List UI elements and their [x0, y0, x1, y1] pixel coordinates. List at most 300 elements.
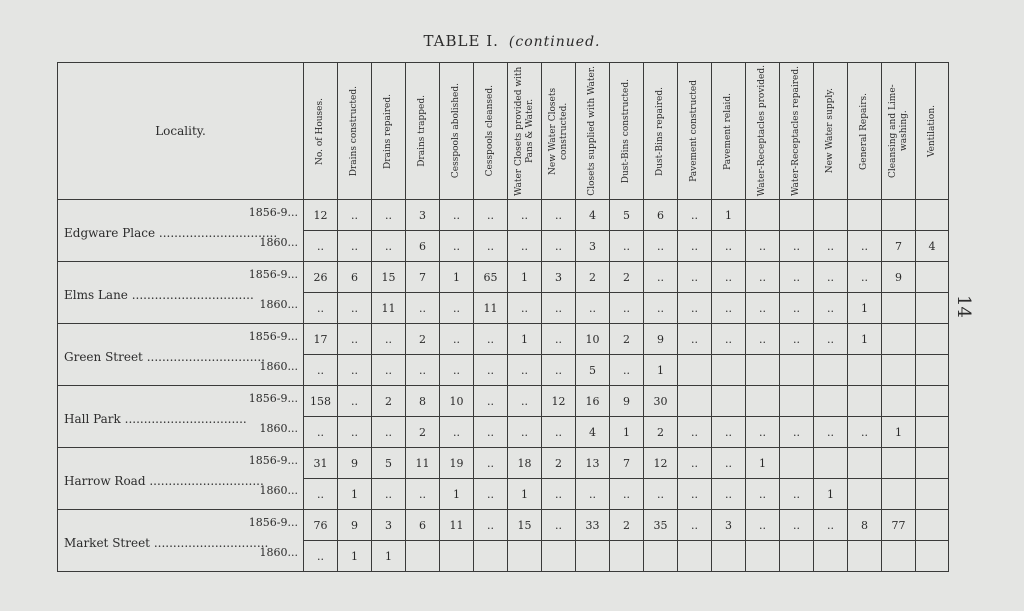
column-header-label: Cesspools cleansed.	[485, 85, 495, 177]
value-cell: ..	[440, 417, 474, 448]
value-cell	[916, 293, 949, 324]
value-cell	[780, 541, 814, 572]
value-cell	[814, 448, 848, 479]
value-cell: 6	[644, 200, 678, 231]
column-header-label: No. of Houses.	[315, 97, 325, 165]
value-cell: 2	[406, 324, 440, 355]
value-cell: ..	[746, 324, 780, 355]
value-cell: 158	[304, 386, 338, 417]
column-header	[644, 63, 678, 200]
period-label: 1860...	[259, 360, 298, 373]
value-cell: ..	[678, 262, 712, 293]
value-cell	[916, 479, 949, 510]
value-cell: 2	[576, 262, 610, 293]
value-cell: 4	[916, 231, 949, 262]
value-cell: ..	[610, 293, 644, 324]
value-cell: ..	[304, 417, 338, 448]
value-cell: ..	[712, 262, 746, 293]
value-cell: 1	[746, 448, 780, 479]
value-cell: ..	[746, 231, 780, 262]
value-cell: ..	[848, 231, 882, 262]
leader-dots: ...............................	[146, 350, 265, 364]
locality-cell	[58, 448, 304, 510]
table-row	[58, 200, 949, 231]
value-cell: 2	[610, 324, 644, 355]
value-cell: ..	[372, 417, 406, 448]
table-row	[58, 262, 949, 293]
column-header-label: Dust-Bins repaired.	[655, 86, 665, 176]
value-cell: ..	[338, 386, 372, 417]
locality-label: Elms Lane	[64, 288, 128, 302]
page-number: 14	[952, 295, 974, 318]
column-header-label: Cleansing and Lime-washing.	[887, 84, 909, 178]
column-header-label: Water Closets provided with Pans & Water.	[513, 66, 535, 196]
value-cell: ..	[474, 355, 508, 386]
period-label: 1860...	[259, 546, 298, 559]
locality-cell	[58, 262, 304, 324]
locality-name	[64, 536, 268, 550]
value-cell	[474, 541, 508, 572]
title-text: TABLE I.	[423, 32, 499, 50]
value-cell: 4	[576, 200, 610, 231]
value-cell: 11	[406, 448, 440, 479]
period-label: 1860...	[259, 236, 298, 249]
value-cell: ..	[814, 417, 848, 448]
value-cell: 31	[304, 448, 338, 479]
table-title	[0, 32, 1024, 50]
column-header	[882, 63, 916, 200]
value-cell: 1	[440, 262, 474, 293]
value-cell: ..	[508, 355, 542, 386]
value-cell	[678, 355, 712, 386]
value-cell: ..	[304, 355, 338, 386]
value-cell: ..	[848, 262, 882, 293]
value-cell	[542, 541, 576, 572]
value-cell: 6	[338, 262, 372, 293]
period-label: 1856-9...	[248, 454, 298, 467]
value-cell: ..	[440, 293, 474, 324]
locality-label: Edgware Place	[64, 226, 156, 240]
value-cell: ..	[542, 200, 576, 231]
leader-dots: ..............................	[149, 474, 264, 488]
value-cell: ..	[406, 355, 440, 386]
value-cell: ..	[712, 293, 746, 324]
value-cell: ..	[780, 479, 814, 510]
value-cell: 9	[338, 448, 372, 479]
locality-header: Locality.	[58, 63, 304, 200]
locality-label: Market Street	[64, 536, 150, 550]
value-cell	[916, 417, 949, 448]
value-cell: ..	[746, 262, 780, 293]
value-cell	[814, 200, 848, 231]
value-cell: ..	[440, 231, 474, 262]
period-label: 1856-9...	[248, 268, 298, 281]
value-cell	[848, 448, 882, 479]
value-cell: ..	[372, 231, 406, 262]
value-cell: 3	[406, 200, 440, 231]
title-continued: (continued.	[508, 34, 601, 50]
value-cell: 1	[508, 324, 542, 355]
value-cell	[916, 200, 949, 231]
value-cell: ..	[712, 417, 746, 448]
value-cell	[780, 355, 814, 386]
value-cell: ..	[610, 355, 644, 386]
value-cell: ..	[474, 324, 508, 355]
value-cell: 10	[576, 324, 610, 355]
value-cell: ..	[712, 324, 746, 355]
value-cell	[916, 324, 949, 355]
value-cell: ..	[678, 293, 712, 324]
value-cell	[780, 448, 814, 479]
value-cell: ..	[542, 293, 576, 324]
column-header-label: Closets supplied with Water.	[587, 66, 597, 196]
value-cell	[848, 386, 882, 417]
column-header	[916, 63, 949, 200]
column-header-label: Cesspools abolished.	[451, 83, 461, 179]
column-header-label: New Water Closets constructed.	[547, 87, 569, 175]
table-row	[58, 386, 949, 417]
value-cell	[882, 324, 916, 355]
data-table	[57, 62, 949, 572]
table-row	[58, 510, 949, 541]
value-cell: 30	[644, 386, 678, 417]
column-header-label: Water-Receptacles repaired.	[791, 66, 801, 196]
value-cell: 1	[338, 541, 372, 572]
locality-label: Hall Park	[64, 412, 121, 426]
column-header-label: Pavement constructed	[689, 80, 699, 182]
value-cell: ..	[712, 479, 746, 510]
value-cell: ..	[712, 448, 746, 479]
value-cell: 9	[644, 324, 678, 355]
value-cell: ..	[712, 231, 746, 262]
column-header-label: General Repairs.	[859, 92, 869, 170]
column-header	[780, 63, 814, 200]
value-cell: 19	[440, 448, 474, 479]
value-cell: ..	[746, 479, 780, 510]
value-cell	[746, 200, 780, 231]
value-cell: 77	[882, 510, 916, 541]
value-cell: 3	[372, 510, 406, 541]
value-cell: 1	[814, 479, 848, 510]
value-cell	[814, 386, 848, 417]
value-cell: 35	[644, 510, 678, 541]
value-cell: 11	[474, 293, 508, 324]
value-cell: ..	[338, 324, 372, 355]
column-header-label: Drains constructed.	[349, 85, 359, 177]
value-cell: 1	[712, 200, 746, 231]
value-cell: 4	[576, 417, 610, 448]
value-cell: ..	[780, 510, 814, 541]
column-header	[508, 63, 542, 200]
value-cell: ..	[678, 479, 712, 510]
column-header	[814, 63, 848, 200]
leader-dots: ...............................	[158, 226, 278, 240]
value-cell	[916, 386, 949, 417]
value-cell: ..	[406, 293, 440, 324]
value-cell: ..	[644, 479, 678, 510]
value-cell: ..	[780, 293, 814, 324]
value-cell	[644, 541, 678, 572]
value-cell: 9	[338, 510, 372, 541]
value-cell: 1	[610, 417, 644, 448]
value-cell: 16	[576, 386, 610, 417]
value-cell: 1	[338, 479, 372, 510]
value-cell: ..	[338, 231, 372, 262]
value-cell: ..	[474, 479, 508, 510]
value-cell	[848, 479, 882, 510]
value-cell: 26	[304, 262, 338, 293]
value-cell: 1	[848, 324, 882, 355]
value-cell: ..	[508, 293, 542, 324]
column-header-label: Drains repaired.	[383, 93, 393, 169]
value-cell: 8	[406, 386, 440, 417]
value-cell	[746, 386, 780, 417]
value-cell: ..	[474, 417, 508, 448]
value-cell: 65	[474, 262, 508, 293]
value-cell: ..	[508, 386, 542, 417]
value-cell: ..	[576, 479, 610, 510]
value-cell: 17	[304, 324, 338, 355]
locality-cell	[58, 510, 304, 572]
value-cell: ..	[780, 417, 814, 448]
value-cell: 7	[882, 231, 916, 262]
value-cell: 7	[406, 262, 440, 293]
value-cell: 1	[644, 355, 678, 386]
column-header	[746, 63, 780, 200]
value-cell	[610, 541, 644, 572]
locality-cell	[58, 200, 304, 262]
column-header	[304, 63, 338, 200]
value-cell: ..	[678, 510, 712, 541]
column-header	[712, 63, 746, 200]
column-header	[576, 63, 610, 200]
value-cell: ..	[780, 231, 814, 262]
value-cell: 3	[542, 262, 576, 293]
value-cell	[916, 541, 949, 572]
value-cell: ..	[508, 200, 542, 231]
period-label: 1856-9...	[248, 516, 298, 529]
value-cell: 10	[440, 386, 474, 417]
value-cell: ..	[338, 417, 372, 448]
value-cell: ..	[678, 417, 712, 448]
value-cell: 7	[610, 448, 644, 479]
value-cell: ..	[780, 262, 814, 293]
value-cell: ..	[542, 324, 576, 355]
column-header-label: Ventilation.	[926, 104, 937, 158]
value-cell: ..	[542, 479, 576, 510]
value-cell: 1	[508, 262, 542, 293]
value-cell	[440, 541, 474, 572]
value-cell: ..	[474, 448, 508, 479]
value-cell: ..	[678, 231, 712, 262]
value-cell	[406, 541, 440, 572]
value-cell: 9	[882, 262, 916, 293]
value-cell	[712, 541, 746, 572]
locality-name	[64, 350, 265, 364]
header-row	[58, 63, 949, 200]
value-cell: ..	[678, 324, 712, 355]
value-cell: ..	[338, 200, 372, 231]
value-cell: ..	[644, 262, 678, 293]
value-cell	[780, 386, 814, 417]
value-cell: ..	[644, 293, 678, 324]
value-cell	[882, 479, 916, 510]
value-cell: 6	[406, 510, 440, 541]
value-cell: ..	[644, 231, 678, 262]
value-cell	[848, 541, 882, 572]
locality-label: Green Street	[64, 350, 143, 364]
value-cell	[882, 200, 916, 231]
value-cell: 15	[372, 262, 406, 293]
value-cell: ..	[746, 510, 780, 541]
value-cell: 1	[508, 479, 542, 510]
value-cell	[848, 200, 882, 231]
value-cell: 1	[848, 293, 882, 324]
value-cell: ..	[372, 479, 406, 510]
value-cell	[712, 355, 746, 386]
value-cell: ..	[440, 355, 474, 386]
column-header-label: Water-Receptacles provided.	[757, 65, 767, 197]
value-cell	[848, 355, 882, 386]
value-cell: 76	[304, 510, 338, 541]
column-header-label: Drains trapped.	[417, 95, 427, 167]
locality-name	[64, 288, 254, 302]
value-cell: 12	[644, 448, 678, 479]
value-cell: 9	[610, 386, 644, 417]
value-cell	[678, 541, 712, 572]
value-cell: ..	[304, 293, 338, 324]
value-cell	[882, 293, 916, 324]
leader-dots: ..............................	[153, 536, 269, 550]
value-cell	[746, 541, 780, 572]
period-label: 1856-9...	[248, 392, 298, 405]
value-cell	[814, 541, 848, 572]
value-cell	[678, 386, 712, 417]
value-cell: ..	[372, 324, 406, 355]
value-cell	[916, 355, 949, 386]
value-cell: ..	[542, 231, 576, 262]
value-cell: ..	[372, 355, 406, 386]
value-cell: 12	[542, 386, 576, 417]
value-cell: ..	[474, 386, 508, 417]
value-cell: ..	[372, 200, 406, 231]
value-cell: ..	[508, 417, 542, 448]
value-cell: 12	[304, 200, 338, 231]
value-cell	[882, 541, 916, 572]
value-cell: ..	[746, 293, 780, 324]
table-row	[58, 448, 949, 479]
value-cell: 8	[848, 510, 882, 541]
locality-name	[64, 412, 247, 426]
value-cell: ..	[474, 510, 508, 541]
value-cell: 11	[372, 293, 406, 324]
value-cell	[882, 386, 916, 417]
value-cell: ..	[304, 479, 338, 510]
value-cell	[916, 448, 949, 479]
column-header	[474, 63, 508, 200]
value-cell: 18	[508, 448, 542, 479]
column-header-label: New Water supply.	[825, 88, 835, 174]
value-cell: ..	[338, 355, 372, 386]
column-header	[406, 63, 440, 200]
value-cell	[746, 355, 780, 386]
value-cell: ..	[508, 231, 542, 262]
value-cell: ..	[746, 417, 780, 448]
locality-cell	[58, 386, 304, 448]
value-cell: 5	[372, 448, 406, 479]
value-cell: ..	[474, 231, 508, 262]
value-cell: ..	[338, 293, 372, 324]
value-cell: ..	[678, 200, 712, 231]
value-cell: ..	[440, 324, 474, 355]
value-cell	[508, 541, 542, 572]
value-cell: 2	[610, 262, 644, 293]
column-header	[338, 63, 372, 200]
value-cell: ..	[542, 510, 576, 541]
value-cell: 11	[440, 510, 474, 541]
value-cell: ..	[814, 262, 848, 293]
period-label: 1860...	[259, 422, 298, 435]
value-cell: 3	[712, 510, 746, 541]
table-row	[58, 324, 949, 355]
value-cell: ..	[780, 324, 814, 355]
value-cell: ..	[848, 417, 882, 448]
value-cell: ..	[440, 200, 474, 231]
column-header-label: Dust-Bins constructed.	[621, 78, 631, 184]
period-label: 1856-9...	[248, 206, 298, 219]
value-cell: ..	[814, 510, 848, 541]
value-cell: ..	[304, 541, 338, 572]
value-cell: 2	[610, 510, 644, 541]
period-label: 1856-9...	[248, 330, 298, 343]
locality-name	[64, 474, 264, 488]
value-cell: ..	[406, 479, 440, 510]
value-cell	[780, 200, 814, 231]
value-cell: 1	[372, 541, 406, 572]
value-cell: 5	[610, 200, 644, 231]
value-cell	[916, 510, 949, 541]
value-cell: 6	[406, 231, 440, 262]
value-cell: 5	[576, 355, 610, 386]
column-header-label: Pavement relaid.	[723, 92, 733, 170]
locality-cell	[58, 324, 304, 386]
locality-label: Harrow Road	[64, 474, 146, 488]
value-cell	[712, 386, 746, 417]
value-cell: ..	[542, 417, 576, 448]
value-cell: ..	[678, 448, 712, 479]
period-label: 1860...	[259, 298, 298, 311]
value-cell	[882, 448, 916, 479]
column-header	[678, 63, 712, 200]
value-cell: ..	[610, 231, 644, 262]
value-cell	[882, 355, 916, 386]
value-cell: 1	[440, 479, 474, 510]
locality-name	[64, 226, 277, 240]
value-cell: 13	[576, 448, 610, 479]
value-cell: ..	[304, 231, 338, 262]
column-header	[610, 63, 644, 200]
value-cell: 2	[542, 448, 576, 479]
column-header	[848, 63, 882, 200]
value-cell: ..	[814, 324, 848, 355]
value-cell	[916, 262, 949, 293]
leader-dots: ................................	[124, 412, 247, 426]
value-cell: 2	[644, 417, 678, 448]
value-cell: ..	[542, 355, 576, 386]
value-cell	[576, 541, 610, 572]
value-cell: 2	[372, 386, 406, 417]
period-label: 1860...	[259, 484, 298, 497]
